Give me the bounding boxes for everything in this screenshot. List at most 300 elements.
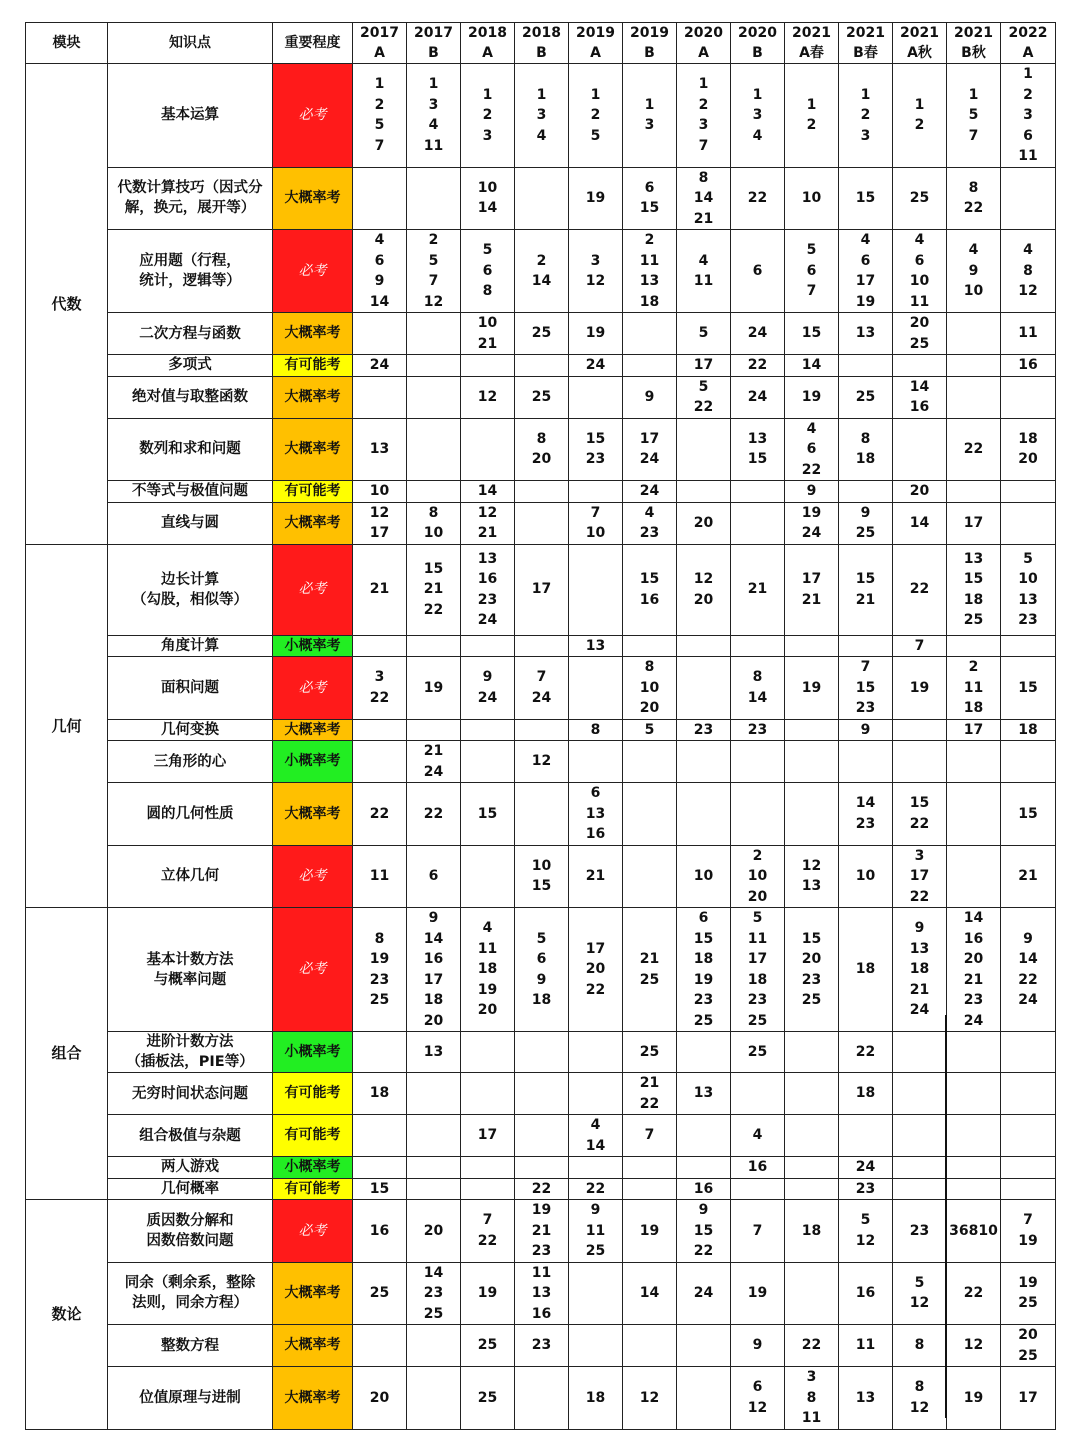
importance-badge: 有可能考 [273,481,353,503]
question-numbers-cell: 13 16 23 24 [461,544,515,635]
question-numbers-cell: 24 [731,376,785,418]
header-2018a: 2018 A [461,23,515,64]
question-numbers-cell: 21 [353,544,407,635]
question-numbers-cell [731,1073,785,1115]
question-numbers-cell: 7 10 [569,502,623,544]
question-numbers-cell: 19 [461,1262,515,1325]
header-importance: 重要程度 [273,23,353,64]
topic-cell: 质因数分解和 因数倍数问题 [108,1200,273,1263]
question-numbers-cell [461,1178,515,1200]
question-numbers-cell: 22 [407,783,461,846]
question-numbers-cell: 21 [1001,845,1056,908]
question-numbers-cell: 13 15 18 25 [947,544,1001,635]
topic-cell: 代数计算技巧（因式分 解，换元，展开等） [108,167,273,230]
question-numbers-cell: 18 [839,908,893,1032]
importance-badge: 必考 [273,845,353,908]
question-numbers-cell: 7 [623,1115,677,1157]
question-numbers-cell: 6 [731,230,785,313]
importance-badge: 小概率考 [273,1032,353,1073]
table-row [26,1262,1056,1325]
question-numbers-cell: 12 20 [677,544,731,635]
question-numbers-cell: 9 [731,1325,785,1367]
question-numbers-cell: 1 5 7 [947,64,1001,168]
question-numbers-cell [515,719,569,741]
question-numbers-cell [353,741,407,783]
question-numbers-cell: 14 16 20 21 23 24 [947,908,1001,1032]
question-numbers-cell: 9 [785,481,839,503]
question-numbers-cell [677,1115,731,1157]
question-numbers-cell: 5 22 [677,376,731,418]
question-numbers-cell [515,355,569,377]
question-numbers-cell [353,167,407,230]
question-numbers-cell [623,313,677,355]
header-topic: 知识点 [108,23,273,64]
question-numbers-cell [461,741,515,783]
header-2017a: 2017 A [353,23,407,64]
topic-cell: 基本计数方法 与概率问题 [108,908,273,1032]
question-numbers-cell: 24 [677,1262,731,1325]
question-numbers-cell: 25 [893,167,947,230]
question-numbers-cell: 7 [731,1200,785,1263]
question-numbers-cell: 4 11 [677,230,731,313]
header-2021b-fall: 2021 B秋 [947,23,1001,64]
topic-cell: 不等式与极值问题 [108,481,273,503]
question-numbers-cell: 21 [731,544,785,635]
header-2017b: 2017 B [407,23,461,64]
topic-cell: 应用题（行程， 统计，逻辑等） [108,230,273,313]
question-numbers-cell: 4 6 22 [785,418,839,481]
table-row [26,355,1056,377]
question-numbers-cell [407,313,461,355]
question-numbers-cell: 16 [677,1178,731,1200]
topic-cell: 面积问题 [108,657,273,720]
question-numbers-cell: 8 14 21 [677,167,731,230]
question-numbers-cell: 19 24 [785,502,839,544]
importance-badge: 大概率考 [273,376,353,418]
question-numbers-cell: 13 [569,635,623,657]
question-numbers-cell [569,657,623,720]
question-numbers-cell [1001,481,1056,503]
header-2020b: 2020 B [731,23,785,64]
question-numbers-cell [623,783,677,846]
question-numbers-cell: 19 [731,1262,785,1325]
topic-cell: 几何概率 [108,1178,273,1200]
question-numbers-cell: 13 [677,1073,731,1115]
question-numbers-cell [407,355,461,377]
question-numbers-cell: 5 [677,313,731,355]
table-row [26,313,1056,355]
question-numbers-cell: 17 24 [623,418,677,481]
question-numbers-cell [1001,167,1056,230]
question-numbers-cell: 21 24 [407,741,461,783]
question-numbers-cell: 10 [839,845,893,908]
question-numbers-cell: 36810 [947,1200,1001,1263]
question-numbers-cell: 10 [785,167,839,230]
question-numbers-cell [461,1032,515,1073]
importance-badge: 必考 [273,64,353,168]
question-numbers-cell [677,1367,731,1430]
question-numbers-cell: 4 8 12 [1001,230,1056,313]
question-numbers-cell: 22 [731,167,785,230]
question-numbers-cell: 6 13 16 [569,783,623,846]
question-numbers-cell: 15 [353,1178,407,1200]
question-numbers-cell: 9 [623,376,677,418]
question-numbers-cell [623,1157,677,1179]
question-numbers-cell [353,1115,407,1157]
question-numbers-cell: 23 [515,1325,569,1367]
question-numbers-cell [569,544,623,635]
topic-cell: 位值原理与进制 [108,1367,273,1430]
question-numbers-cell [677,783,731,846]
question-numbers-cell: 19 [569,167,623,230]
question-numbers-cell: 1 2 [893,64,947,168]
question-numbers-cell: 5 6 9 18 [515,908,569,1032]
question-numbers-cell: 12 17 [353,502,407,544]
question-numbers-cell [731,635,785,657]
question-numbers-cell: 1 2 3 [461,64,515,168]
question-numbers-cell: 14 23 [839,783,893,846]
question-numbers-cell: 17 [947,502,1001,544]
question-numbers-cell [461,845,515,908]
question-numbers-cell [623,1325,677,1367]
question-numbers-cell [407,1367,461,1430]
topic-cell: 边长计算 （勾股，相似等） [108,544,273,635]
question-numbers-cell: 25 [461,1367,515,1430]
question-numbers-cell [677,1157,731,1179]
importance-badge: 有可能考 [273,1178,353,1200]
header-2019a: 2019 A [569,23,623,64]
topic-cell: 立体几何 [108,845,273,908]
question-numbers-cell [677,741,731,783]
importance-badge: 有可能考 [273,355,353,377]
question-numbers-cell: 4 6 10 11 [893,230,947,313]
question-numbers-cell [461,418,515,481]
question-numbers-cell [785,783,839,846]
question-numbers-cell: 15 22 [893,783,947,846]
topic-cell: 二次方程与函数 [108,313,273,355]
question-numbers-cell [731,1178,785,1200]
question-numbers-cell: 2 14 [515,230,569,313]
question-numbers-cell: 23 [731,719,785,741]
question-numbers-cell [1001,1032,1056,1073]
question-numbers-cell: 21 [569,845,623,908]
question-numbers-cell: 8 14 [731,657,785,720]
question-numbers-cell [677,1325,731,1367]
question-numbers-cell [1001,635,1056,657]
question-numbers-cell: 25 [515,313,569,355]
question-numbers-cell: 23 [677,719,731,741]
question-numbers-cell: 14 [893,502,947,544]
table-row [26,1367,1056,1430]
topic-cell: 三角形的心 [108,741,273,783]
question-numbers-cell: 22 [893,544,947,635]
question-numbers-cell [677,1032,731,1073]
question-numbers-cell: 1 3 [623,64,677,168]
table-row [26,719,1056,741]
question-numbers-cell: 15 21 [839,544,893,635]
question-numbers-cell: 13 [407,1032,461,1073]
question-numbers-cell [569,1032,623,1073]
question-numbers-cell: 1 2 3 7 [677,64,731,168]
question-numbers-cell [623,845,677,908]
question-numbers-cell: 19 [785,376,839,418]
question-numbers-cell: 20 25 [893,313,947,355]
question-numbers-cell [731,481,785,503]
question-numbers-cell: 12 [947,1325,1001,1367]
question-numbers-cell: 5 10 13 23 [1001,544,1056,635]
table-row [26,1200,1056,1263]
header-2020a: 2020 A [677,23,731,64]
table-row [26,502,1056,544]
question-numbers-cell: 13 [839,313,893,355]
question-numbers-cell [839,741,893,783]
question-numbers-cell [947,1157,1001,1179]
question-numbers-cell [893,355,947,377]
question-numbers-cell: 10 21 [461,313,515,355]
question-numbers-cell [353,1325,407,1367]
importance-badge: 必考 [273,1200,353,1263]
question-numbers-cell: 15 [461,783,515,846]
question-numbers-cell [677,657,731,720]
question-numbers-cell: 15 [785,313,839,355]
question-numbers-cell: 10 15 [515,845,569,908]
question-numbers-cell [839,1115,893,1157]
question-numbers-cell [515,1157,569,1179]
question-numbers-cell [947,355,1001,377]
table-row [26,1115,1056,1157]
question-numbers-cell [515,635,569,657]
question-numbers-cell: 15 [839,167,893,230]
table-row [26,481,1056,503]
module-cell: 组合 [26,908,108,1200]
question-numbers-cell [893,719,947,741]
question-numbers-cell: 15 [1001,657,1056,720]
question-numbers-cell [407,481,461,503]
question-numbers-cell: 6 15 18 19 23 25 [677,908,731,1032]
question-numbers-cell [461,719,515,741]
question-numbers-cell: 14 [623,1262,677,1325]
question-numbers-cell: 5 [623,719,677,741]
question-numbers-cell: 18 [785,1200,839,1263]
question-numbers-cell: 11 13 16 [515,1262,569,1325]
table-row [26,1157,1056,1179]
question-numbers-cell: 18 [1001,719,1056,741]
question-numbers-cell: 16 [353,1200,407,1263]
header-2021a-spring: 2021 A春 [785,23,839,64]
question-numbers-cell [461,1073,515,1115]
question-numbers-cell: 4 11 18 19 20 [461,908,515,1032]
question-numbers-cell: 6 12 [731,1367,785,1430]
question-numbers-cell [515,167,569,230]
question-numbers-cell: 13 15 [731,418,785,481]
question-numbers-cell: 14 [461,481,515,503]
question-numbers-cell: 21 25 [623,908,677,1032]
question-numbers-cell: 10 [353,481,407,503]
header-2021a-fall: 2021 A秋 [893,23,947,64]
question-numbers-cell: 6 [407,845,461,908]
question-numbers-cell [623,355,677,377]
question-numbers-cell [569,376,623,418]
header-2019b: 2019 B [623,23,677,64]
question-numbers-cell [1001,1073,1056,1115]
question-numbers-cell: 24 [623,481,677,503]
table-row [26,741,1056,783]
question-numbers-cell: 8 10 [407,502,461,544]
question-numbers-cell: 9 13 18 21 24 [893,908,947,1032]
question-numbers-cell [407,418,461,481]
question-numbers-cell: 2 5 7 12 [407,230,461,313]
question-numbers-cell [461,635,515,657]
question-numbers-cell [839,355,893,377]
question-numbers-cell: 10 [677,845,731,908]
question-numbers-cell [893,741,947,783]
module-cell: 数论 [26,1200,108,1430]
question-numbers-cell [515,783,569,846]
question-numbers-cell [407,1073,461,1115]
question-numbers-cell: 9 14 16 17 18 20 [407,908,461,1032]
question-numbers-cell: 15 20 23 25 [785,908,839,1032]
question-numbers-cell: 24 [731,313,785,355]
table-row [26,1032,1056,1073]
question-numbers-cell: 13 [353,418,407,481]
question-numbers-cell: 22 [947,418,1001,481]
question-numbers-cell: 15 16 [623,544,677,635]
question-numbers-cell: 9 [839,719,893,741]
importance-badge: 大概率考 [273,1325,353,1367]
question-numbers-cell: 3 12 [569,230,623,313]
table-row [26,908,1056,1032]
question-numbers-cell: 1 2 3 6 11 [1001,64,1056,168]
question-numbers-cell [407,376,461,418]
question-numbers-cell [1001,741,1056,783]
topic-cell: 直线与圆 [108,502,273,544]
question-numbers-cell: 11 [839,1325,893,1367]
question-numbers-cell [407,1115,461,1157]
question-numbers-cell: 9 25 [839,502,893,544]
question-numbers-cell: 22 [785,1325,839,1367]
question-numbers-cell [785,1032,839,1073]
question-numbers-cell: 22 [569,1178,623,1200]
question-numbers-cell [785,741,839,783]
question-numbers-cell: 19 [623,1200,677,1263]
topic-cell: 整数方程 [108,1325,273,1367]
question-numbers-cell: 4 [731,1115,785,1157]
question-numbers-cell: 25 [353,1262,407,1325]
question-numbers-cell [515,502,569,544]
question-numbers-cell: 19 25 [1001,1262,1056,1325]
question-numbers-cell: 5 6 8 [461,230,515,313]
topic-cell: 两人游戏 [108,1157,273,1179]
question-numbers-cell: 19 [569,313,623,355]
question-numbers-cell [785,1157,839,1179]
question-numbers-cell: 11 [353,845,407,908]
table-row [26,1073,1056,1115]
question-numbers-cell: 12 21 [461,502,515,544]
importance-badge: 大概率考 [273,1262,353,1325]
exam-topic-table [25,22,1056,1430]
question-numbers-cell: 1 3 4 11 [407,64,461,168]
question-numbers-cell [1001,1157,1056,1179]
question-numbers-cell: 7 [893,635,947,657]
question-numbers-cell [569,481,623,503]
question-numbers-cell [515,481,569,503]
question-numbers-cell: 25 [623,1032,677,1073]
question-numbers-cell: 19 [785,657,839,720]
question-numbers-cell [623,635,677,657]
question-numbers-cell [407,1178,461,1200]
question-numbers-cell [785,635,839,657]
question-numbers-cell [353,1157,407,1179]
question-numbers-cell [677,481,731,503]
question-numbers-cell [731,741,785,783]
importance-badge: 大概率考 [273,783,353,846]
question-numbers-cell: 17 [947,719,1001,741]
question-numbers-cell: 12 [515,741,569,783]
question-numbers-cell: 4 9 10 [947,230,1001,313]
question-numbers-cell: 4 6 17 19 [839,230,893,313]
question-numbers-cell: 7 22 [461,1200,515,1263]
question-numbers-cell: 23 [839,1178,893,1200]
question-numbers-cell [353,719,407,741]
module-cell: 代数 [26,64,108,545]
question-numbers-cell: 1 2 5 [569,64,623,168]
question-numbers-cell: 20 [407,1200,461,1263]
question-numbers-cell: 17 [677,355,731,377]
question-numbers-cell: 8 22 [947,167,1001,230]
question-numbers-cell: 1 3 4 [731,64,785,168]
question-numbers-cell: 18 [839,1073,893,1115]
question-numbers-cell [569,1157,623,1179]
question-numbers-cell [461,355,515,377]
question-numbers-cell [785,719,839,741]
topic-cell: 多项式 [108,355,273,377]
question-numbers-cell: 15 [1001,783,1056,846]
question-numbers-cell [407,635,461,657]
question-numbers-cell [407,1157,461,1179]
table-row [26,230,1056,313]
question-numbers-cell: 25 [461,1325,515,1367]
question-numbers-cell [893,1157,947,1179]
question-numbers-cell [893,1115,947,1157]
importance-badge: 必考 [273,544,353,635]
table-row [26,167,1056,230]
question-numbers-cell [353,376,407,418]
question-numbers-cell: 18 20 [1001,418,1056,481]
question-numbers-cell: 20 [677,502,731,544]
importance-badge: 必考 [273,908,353,1032]
question-numbers-cell: 20 [353,1367,407,1430]
question-numbers-cell: 22 [515,1178,569,1200]
question-numbers-cell: 4 14 [569,1115,623,1157]
question-numbers-cell: 12 [623,1367,677,1430]
importance-badge: 有可能考 [273,1073,353,1115]
question-numbers-cell: 2 11 13 18 [623,230,677,313]
question-numbers-cell: 9 15 22 [677,1200,731,1263]
question-numbers-cell [515,1367,569,1430]
question-numbers-cell: 17 [515,544,569,635]
table-row [26,64,1056,168]
question-numbers-cell: 17 [461,1115,515,1157]
question-numbers-cell: 19 [893,657,947,720]
question-numbers-cell: 19 [407,657,461,720]
question-numbers-cell [623,741,677,783]
question-numbers-cell: 9 14 22 24 [1001,908,1056,1032]
table-row [26,376,1056,418]
question-numbers-cell: 17 20 22 [569,908,623,1032]
question-numbers-cell [1001,502,1056,544]
question-numbers-cell: 8 [569,719,623,741]
question-numbers-cell: 5 6 7 [785,230,839,313]
